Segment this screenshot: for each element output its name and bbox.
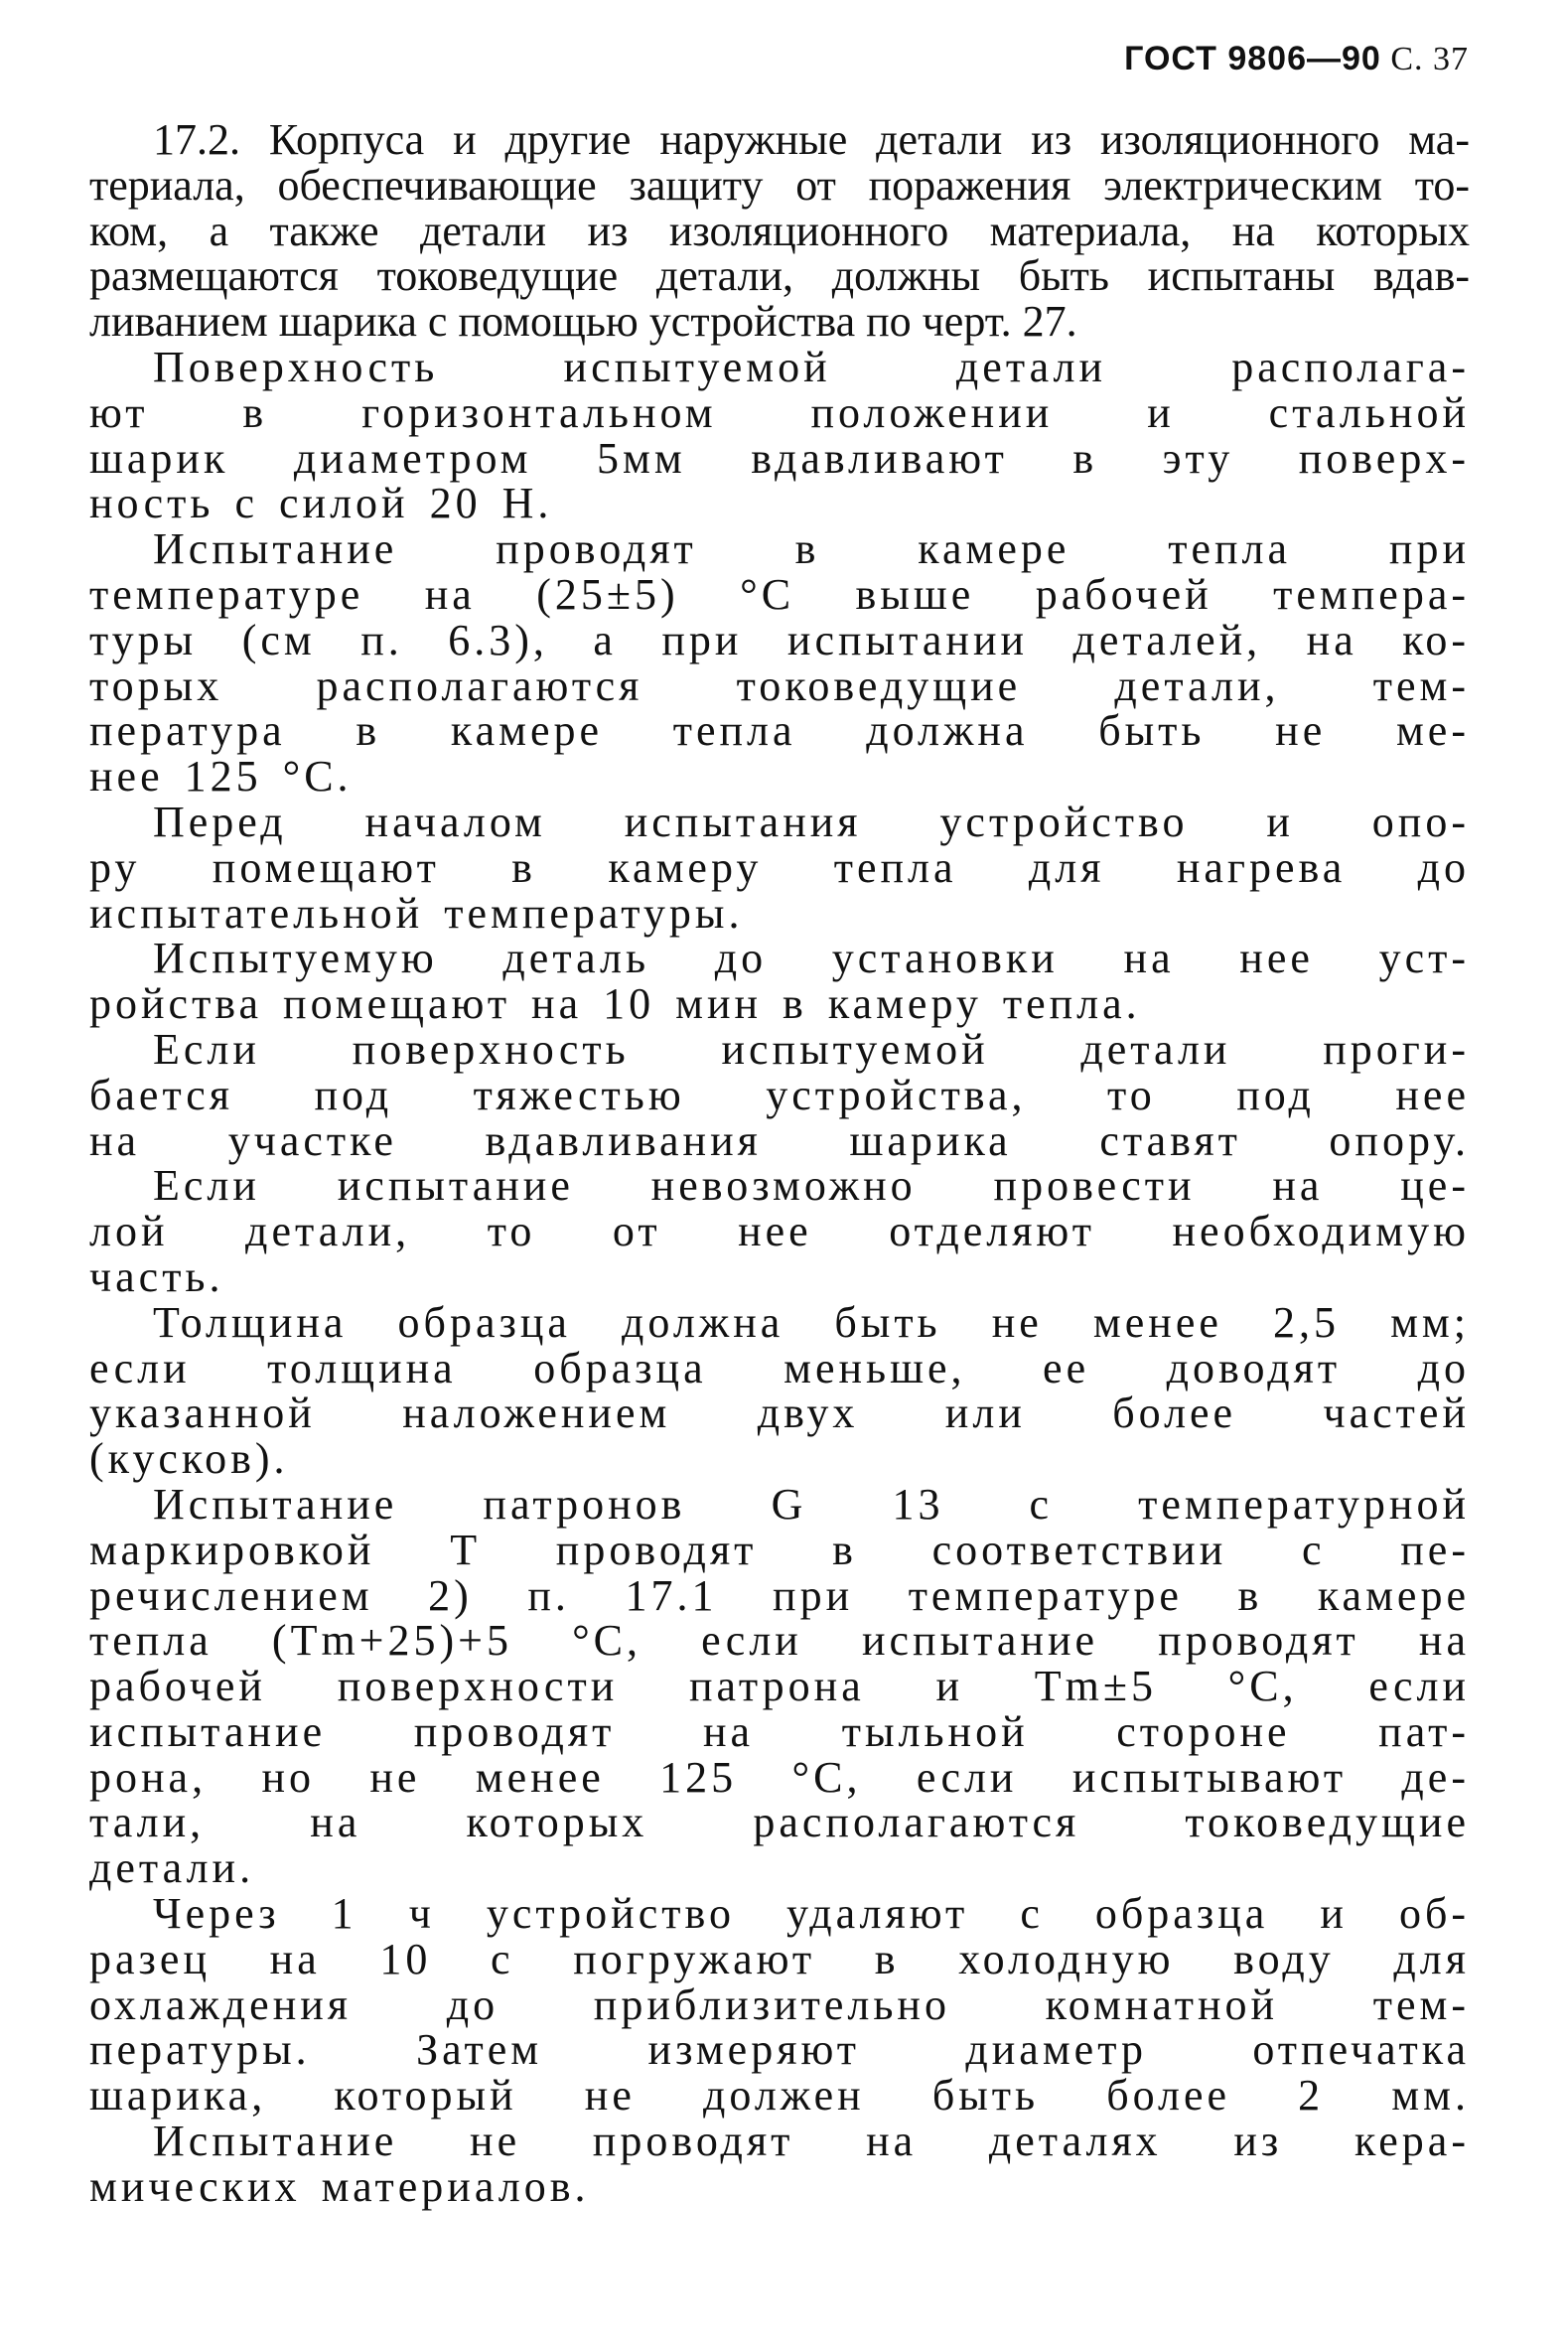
text-line: шарик диаметром 5мм вдавливают в эту поверх-: [89, 433, 1470, 483]
text-line: ройства помещают на 10 мин в камеру тепла.: [89, 979, 1141, 1029]
page-number: С. 37: [1390, 41, 1469, 77]
standard-number: ГОСТ 9806—90: [1124, 40, 1381, 77]
text-line: ют в горизонтальном положении и стальной: [89, 387, 1470, 437]
paragraph: [89, 342, 1470, 528]
text-line: температуре на (25±5) °С выше рабочей темпера-: [89, 569, 1470, 619]
paragraph: [89, 526, 1470, 800]
text-line: указанной наложением двух или более частей: [89, 1389, 1470, 1438]
text-line: на участке вдавливания шарика ставят опору.: [89, 1115, 1470, 1165]
text-line: лой детали, то от нее отделяют необходимую: [89, 1207, 1470, 1256]
text-line: маркировкой Т проводят в соответствии с пе-: [89, 1525, 1470, 1574]
text-line: бается под тяжестью устройства, то под нее: [89, 1070, 1470, 1119]
text-line: ность с силой 20 Н.: [89, 479, 553, 528]
text-line: Если испытание невозможно провести на це-: [153, 1161, 1470, 1211]
text-line: детали.: [89, 1843, 255, 1893]
document-body: [89, 117, 1470, 2210]
text-line: тепла (Tm+25)+5 °С, если испытание проводят на: [89, 1616, 1470, 1666]
paragraph: [89, 117, 1470, 345]
text-line: если толщина образца меньше, ее доводят до: [89, 1343, 1470, 1392]
paragraph: [89, 1891, 1470, 2119]
text-line: торых располагаются токоведущие детали, тем-: [89, 660, 1470, 710]
text-line: шарика, который не должен быть более 2 мм.: [89, 2071, 1470, 2121]
text-line: тали, на которых располагаются токоведущие: [89, 1798, 1470, 1847]
text-line: охлаждения до приблизительно комнатной тем-: [89, 1979, 1470, 2029]
text-line: нее 125 °С.: [89, 752, 353, 802]
text-line: размещаются токоведущие детали, должны быть испытаны вдав-: [89, 251, 1470, 301]
text-line: ком, а также детали из изоляционного материала, на которых: [89, 206, 1470, 255]
text-line: териала, обеспечивающие защиту от поражения электрическим то-: [89, 160, 1470, 210]
text-line: рабочей поверхности патрона и Tm±5 °С, если: [89, 1662, 1470, 1711]
paragraph: [89, 1297, 1470, 1484]
text-line: Испытуемую деталь до установки на нее уст-: [153, 934, 1470, 983]
text-line: Если поверхность испытуемой детали проги-: [153, 1024, 1470, 1074]
text-line: ру помещают в камеру тепла для нагрева до: [89, 842, 1470, 892]
text-line: ливанием шарика с помощью устройства по черт. 27.: [89, 297, 1077, 347]
text-line: Через 1 ч устройство удаляют с образца и об-: [153, 1889, 1470, 1939]
text-line: разец на 10 с погружают в холодную воду для: [89, 1934, 1470, 1983]
text-line: испытательной температуры.: [89, 888, 744, 938]
page-header: [1124, 40, 1469, 78]
text-line: часть.: [89, 1251, 224, 1301]
paragraph: [89, 1479, 1470, 1893]
paragraph: [89, 936, 1470, 1027]
text-line: Испытание проводят в камере тепла при: [153, 524, 1470, 574]
paragraph: [89, 1163, 1470, 1299]
text-line: Поверхность испытуемой детали располага-: [153, 342, 1470, 391]
text-line: Испытание не проводят на деталях из кера-: [153, 2117, 1470, 2166]
text-line: речислением 2) п. 17.1 при температуре в камере: [89, 1570, 1470, 1620]
text-line: мических материалов.: [89, 2161, 590, 2211]
paragraph: [89, 797, 1470, 938]
text-line: (кусков).: [89, 1434, 289, 1484]
text-line: испытание проводят на тыльной стороне пат-: [89, 1706, 1470, 1756]
paragraph: [89, 2119, 1470, 2210]
text-line: Испытание патронов G 13 с температурной: [153, 1479, 1470, 1529]
text-line: Перед началом испытания устройство и опо-: [153, 797, 1470, 846]
text-line: пература в камере тепла должна быть не ме-: [89, 706, 1470, 756]
text-line: 17.2. Корпуса и другие наружные детали из изоляционного ма-: [153, 115, 1470, 164]
text-line: пературы. Затем измеряют диаметр отпечатка: [89, 2025, 1470, 2075]
text-line: туры (см п. 6.3), а при испытании деталей, на ко-: [89, 615, 1470, 664]
paragraph: [89, 1024, 1470, 1165]
text-line: рона, но не менее 125 °С, если испытывают де-: [89, 1752, 1470, 1802]
text-line: Толщина образца должна быть не менее 2,5 мм;: [153, 1297, 1470, 1347]
